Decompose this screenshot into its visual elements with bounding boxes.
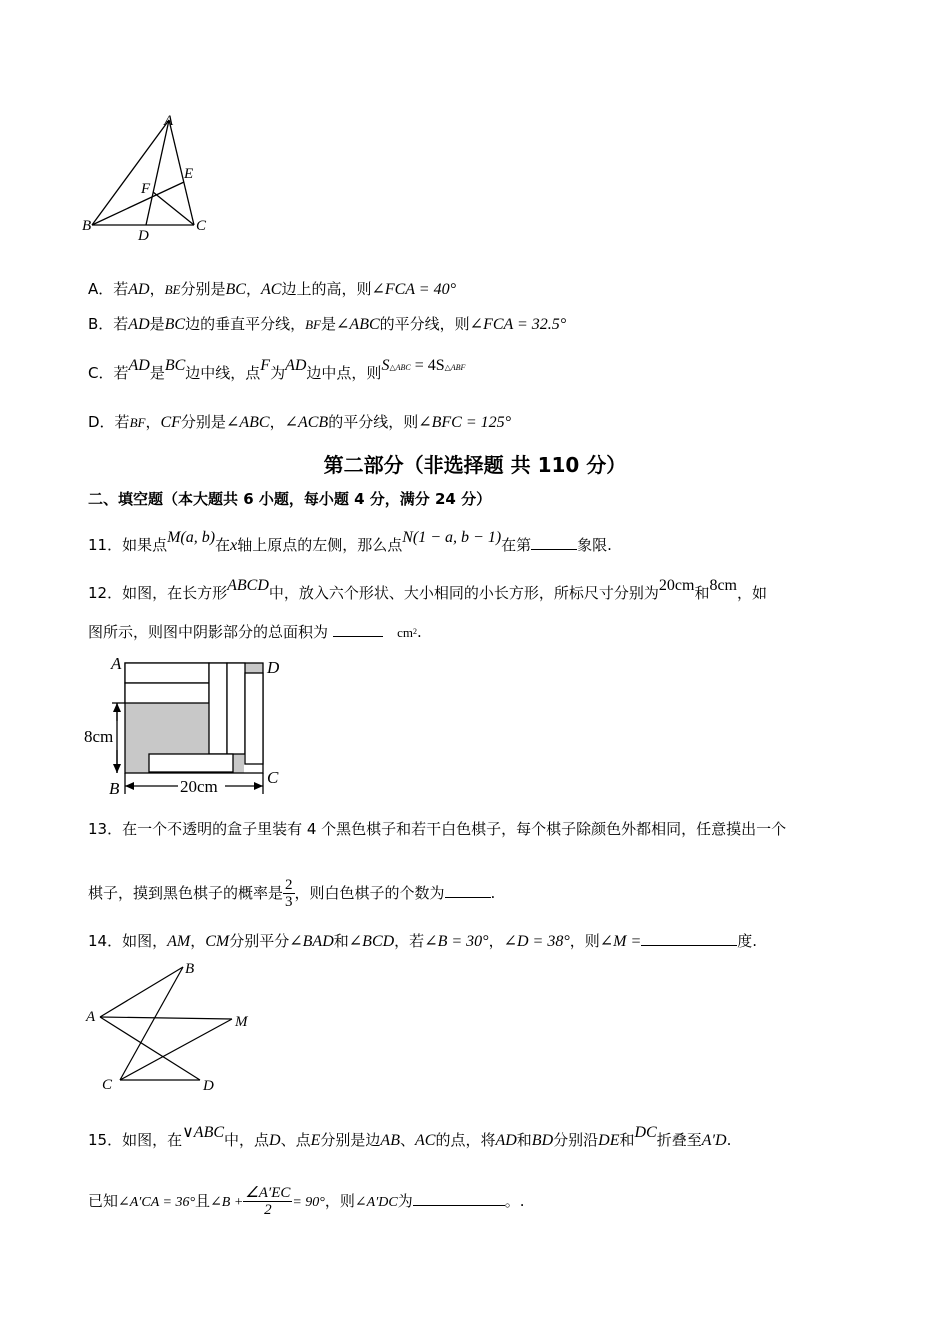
rect-label-A: A <box>111 654 122 673</box>
option-c: C．若AD是BC边中线，点F为AD边中点，则S△ABC = 4S△ABF <box>88 357 466 382</box>
probability-fraction: $\frac{2}{3}$ <box>285 877 293 910</box>
m-label-A: A <box>86 1009 96 1025</box>
section-title: 第二部分（非选择题 共 110 分） <box>323 453 627 477</box>
rect-label-8cm: 8cm <box>84 727 114 746</box>
question-12-line1: 12．如图，在长方形ABCD中，放入六个形状、大小相同的小长方形，所标尺寸分别为20cm和8cm，如 <box>88 577 768 602</box>
triangle-figure <box>80 110 220 245</box>
rect-label-D: D <box>267 658 280 677</box>
m-label-C: C <box>102 1077 113 1093</box>
label-E: E <box>184 166 194 182</box>
answer-blank[interactable] <box>641 931 737 946</box>
option-b: B．若AD是BC边的垂直平分线，BF是∠ABC的平分线，则∠FCA = 32.5° <box>88 315 567 333</box>
m-label-B: B <box>185 961 195 977</box>
question-12-line2: 图所示，则图中阴影部分的总面积为 $cm^2$. <box>88 623 422 641</box>
label-A: A <box>164 113 174 129</box>
fill-in-heading: 二、填空题（本大题共 6 小题，每小题 4 分，满分 24 分） <box>88 490 492 508</box>
label-B: B <box>82 218 92 234</box>
angle-fraction: $\frac{\angle A'EC}{2}$ <box>245 1185 291 1218</box>
question-11: 11．如果点M(a, b)在x轴上原点的左侧，那么点N(1 − a, b − 1)在第 象限. <box>88 529 612 554</box>
label-F: F <box>141 181 151 197</box>
rectangle-figure <box>80 652 290 800</box>
question-15-line1: 15．如图，在∨ABC中，点D、点E分别是边AB、AC的点，将AD和BD分别沿DE和DC折叠至A′D. <box>88 1124 732 1149</box>
answer-blank[interactable] <box>413 1191 505 1206</box>
question-13-line1: 13．在一个不透明的盒子里装有 4 个黑色棋子和若干白色棋子，每个棋子除颜色外都相同，任意摸出一个 <box>88 820 787 838</box>
label-C: C <box>196 218 207 234</box>
question-13-line2: 棋子，摸到黑色棋子的概率是 $\frac{2}{3}$ ，则白色棋子的个数为 . <box>88 877 496 910</box>
label-D: D <box>138 228 149 244</box>
option-d: D．若BF，CF分别是∠ABC，∠ACB的平分线，则∠BFC = 125° <box>88 413 512 431</box>
rect-label-20cm: 20cm <box>180 777 218 796</box>
rect-label-C: C <box>267 768 279 787</box>
answer-blank[interactable] <box>333 622 383 637</box>
rect-label-B: B <box>109 779 120 798</box>
m-label-M: M <box>235 1014 248 1030</box>
m-label-D: D <box>203 1078 214 1094</box>
answer-blank[interactable] <box>531 535 577 550</box>
answer-blank[interactable] <box>445 883 491 898</box>
question-15-line2: 已知∠A′CA = 36°且∠B + $\frac{\angle A'EC}{2}$ = 90°，则∠A′DC为 。. <box>88 1185 525 1218</box>
question-14: 14．如图，AM，CM分别平分∠BAD和∠BCD，若∠B = 30°，∠D = 38°，则∠M = 度. <box>88 932 758 950</box>
option-a: A．若AD，BE分别是BC，AC边上的高，则∠FCA = 40° <box>88 280 456 298</box>
angle-m-figure <box>80 955 260 1100</box>
